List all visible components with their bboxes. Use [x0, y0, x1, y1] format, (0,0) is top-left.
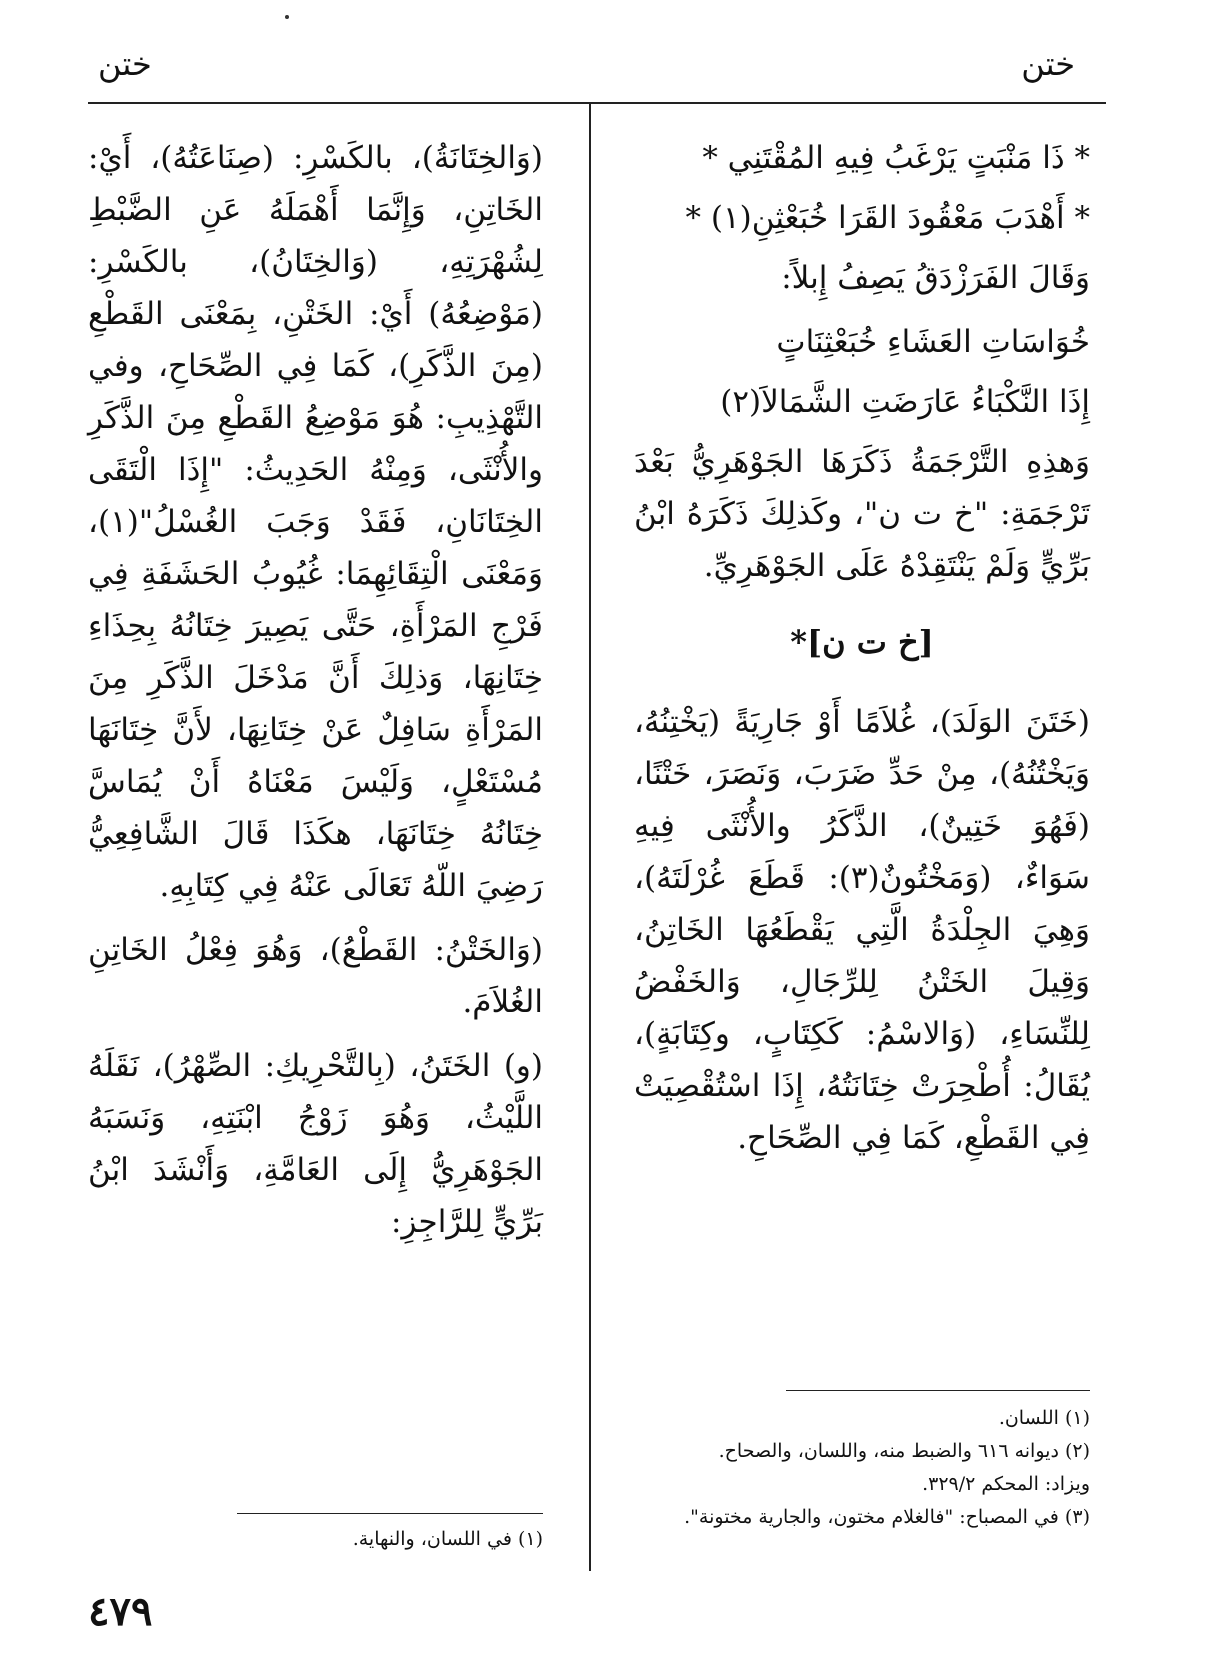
paragraph: وَقَالَ الفَرَزْدَقُ يَصِفُ إِبلاً:	[781, 260, 1090, 296]
verse-line: * ذَا مَنْبَتٍ يَرْغَبُ فِيهِ المُقْتَنِي *	[702, 140, 1090, 176]
print-mark	[285, 15, 289, 19]
running-header-left: ختن	[98, 45, 152, 83]
verse-line: خُوَاسَاتِ العَشَاءِ خُبَعْثِنَاتٍ	[776, 324, 1090, 360]
footnote: (١) اللسان.	[998, 1407, 1090, 1429]
paragraph: (وَالخَتْنُ: القَطْعُ)، وَهُوَ فِعْلُ الخَاتِنِ الغُلاَمَ.	[88, 932, 543, 1020]
page-number: ٤٧٩	[88, 1588, 153, 1635]
paragraph: (و) الخَتَنُ، (بِالتَّحْرِيكِ: الصِّهْرُ)، نَقَلَهُ اللَّيْثُ، وَهُوَ زَوْجُ ابْنَتِهِ، وَنَسَبَهُ الجَوْهَرِيُّ إِلَى العَامَّةِ، وَأَنْشَدَ ابْنُ بَرِّيٍّ لِلرَّاجِزِ:	[88, 1048, 543, 1240]
column-divider	[589, 103, 591, 1571]
paragraph: (وَالخِتَانَةُ)، بالكَسْرِ: (صِنَاعَتُهُ)، أَيْ: الخَاتِنِ، وَإِنَّمَا أَهْمَلَهُ عَنِ الضَّبْطِ لِشُهْرَتِهِ، (وَالخِتَانُ)، بالكَسْرِ: (مَوْضِعُهُ) أَيْ: الخَتْنِ، بِمَعْنَى القَطْعِ (مِنَ الذَّكَرِ)، كَمَا فِي الصِّحَاحِ، وفي التَّهْذِيبِ: هُوَ مَوْضِعُ القَطْعِ مِنَ الذَّكَرِ والأُنْثَى، وَمِنْهُ الحَدِيثُ: "إِذَا الْتَقَى الخِتَانَانِ، فَقَدْ وَجَبَ الغُسْلُ"(١)، وَمَعْنَى الْتِقَائِهِمَا: غُيُوبُ الحَشَفَةِ فِي فَرْجِ المَرْأَةِ، حَتَّى يَصِيرَ خِتَانُهُ بِحِذَاءِ خِتَانِهَا، وَذلِكَ أَنَّ مَدْخَلَ الذَّكَرِ مِنَ المَرْأَةِ سَافِلٌ عَنْ خِتَانِهَا، لأَنَّ خِتَانَهَا مُسْتَعْلٍ، وَلَيْسَ مَعْنَاهُ أَنْ يُمَاسَّ خِتَانُهُ خِتَانَهَا، هكَذَا قَالَ الشَّافِعِيُّ رَضِيَ اللّهُ تَعَالَى عَنْهُ فِي كِتَابِهِ.	[88, 140, 543, 904]
footnote: (٢) ديوانه ٦١٦ والضبط منه، واللسان، والصحاح.	[718, 1440, 1090, 1462]
footnote: ويزاد: المحكم ٣٢٩/٢.	[922, 1473, 1090, 1495]
paragraph: (خَتَنَ الوَلَدَ)، غُلاَمًا أَوْ جَارِيَةً (يَخْتِنُهُ، وَيَخْتُنُهُ)، مِنْ حَدِّ ضَرَبَ، وَنَصَرَ، خَتْنًا، (فَهُوَ خَتِينٌ)، الذَّكَرُ والأُنْثَى فِيهِ سَوَاءٌ، (وَمَخْتُونٌ(٣): قَطَعَ غُرْلَتَهُ)، وَهِيَ الجِلْدَةُ الَّتِي يَقْطَعُهَا الخَاتِنُ، وَقِيلَ الخَتْنُ لِلرِّجَالِ، وَالخَفْضُ لِلنِّسَاءِ، (وَالاسْمُ: كَكِتَابٍ، وكِتَابَةٍ)، يُقَالُ: أُطْحِرَتْ خِتَانَتُهُ، إِذَا اسْتُقْصِيَتْ فِي القَطْعِ، كَمَا فِي الصِّحَاحِ.	[634, 704, 1090, 1156]
verse-line: إِذَا النَّكْبَاءُ عَارَضَتِ الشَّمَالاَ(٢)	[720, 384, 1090, 420]
footnotes-left	[88, 1523, 543, 1556]
footnote: (٣) في المصباح: "فالغلام مختون، والجارية مختونة".	[684, 1506, 1090, 1528]
left-column	[88, 132, 543, 1260]
header-rule	[88, 102, 1106, 104]
footnote-rule	[237, 1513, 543, 1514]
footnote-rule	[786, 1390, 1090, 1391]
running-header-right: ختن	[1021, 45, 1075, 83]
right-column	[634, 132, 1090, 1176]
paragraph: وَهذِهِ التَّرْجَمَةُ ذَكَرَهَا الجَوْهَرِيُّ بَعْدَ تَرْجَمَةِ: "خ ت ن"، وكَذلِكَ ذَكَرَهُ ابْنُ بَرِّيٍّ وَلَمْ يَنْتَقِدْهُ عَلَى الجَوْهَرِيِّ.	[634, 444, 1090, 584]
verse-line: * أَهْدَبَ مَعْقُودَ القَرَا خُبَعْثِنِ(١) *	[685, 200, 1090, 236]
footnotes-right	[634, 1402, 1090, 1534]
footnote: (١) في اللسان، والنهاية.	[352, 1528, 543, 1550]
entry-headword: [خ ت ن]*	[790, 623, 934, 661]
